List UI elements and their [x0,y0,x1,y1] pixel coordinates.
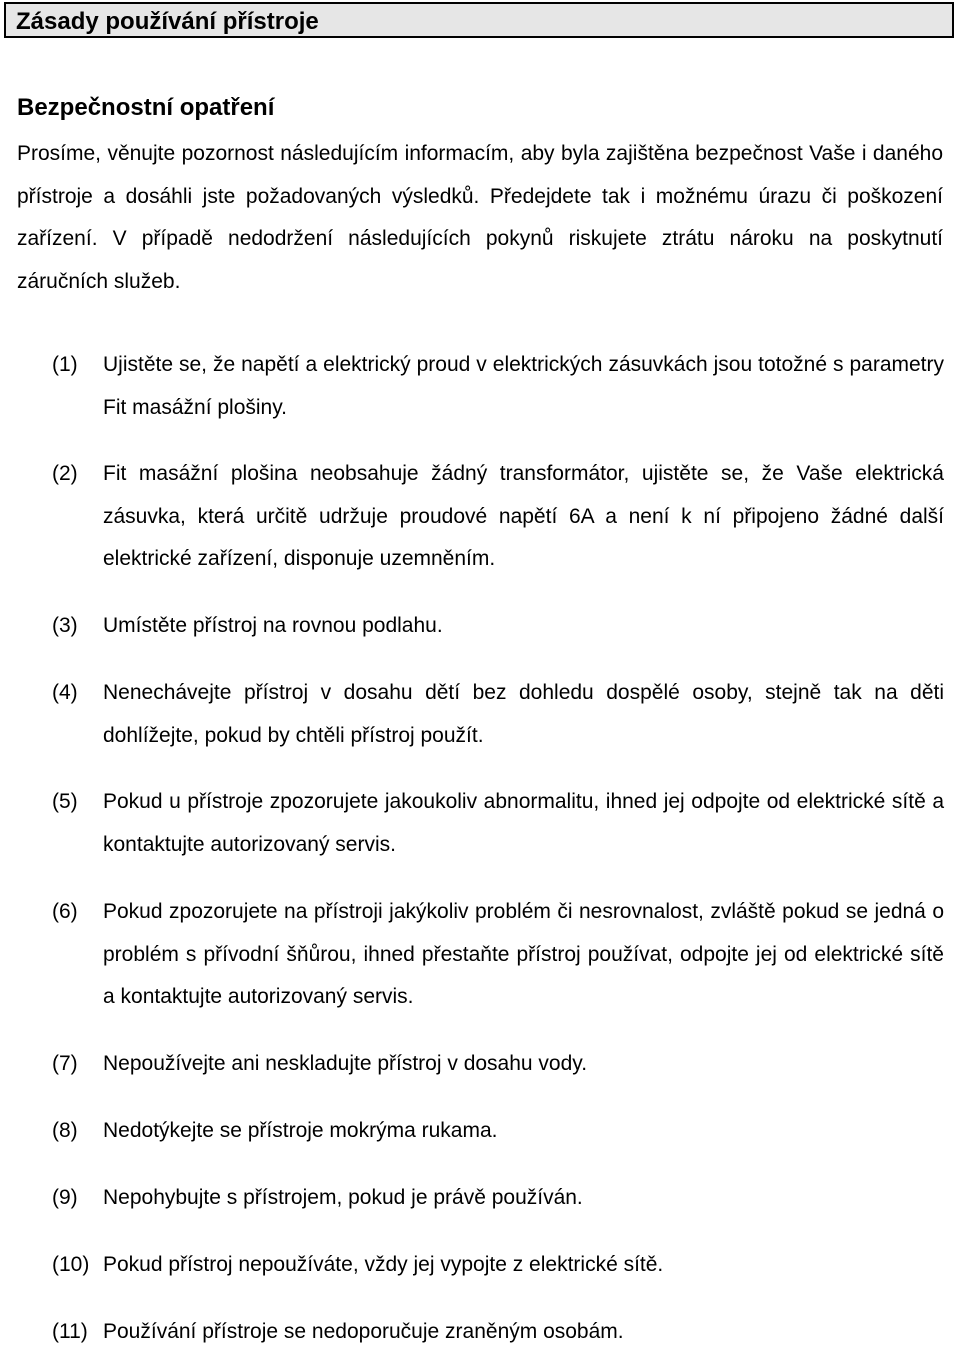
list-item [52,781,944,866]
list-item [52,1043,944,1086]
item-number: (5) [52,790,78,813]
item-text: Pokud přístroj nepoužíváte, vždy jej vypojte z elektrické sítě. [103,1253,664,1276]
item-text: Pokud u přístroje zpozorujete jakoukoliv abnormalitu, ihned jej odpojte od elektrické sítě a kontaktujte autorizovaný servis. [103,790,944,856]
item-number: (4) [52,681,78,704]
item-number: (1) [52,353,78,376]
item-number: (9) [52,1186,78,1209]
item-text: Nepoužívejte ani neskladujte přístroj v dosahu vody. [103,1052,588,1075]
item-number: (8) [52,1119,78,1142]
item-number: (10) [52,1253,90,1276]
intro-paragraph: Prosíme, věnujte pozornost následujícím informacím, aby byla zajištěna bezpečnost Vaše i daného přístroje a dosáhli jste požadovaných výsledků. Předejdete tak i možnému úrazu či poškození zařízení. V případě nedodržení následujících pokynů riskujete ztrátu nároku na poskytnutí záručních služeb. [17,142,943,293]
section-heading: Bezpečnostní opatření [17,94,275,121]
list-item [52,344,944,429]
item-number: (7) [52,1052,78,1075]
page-title: Zásady používání přístroje [16,8,319,35]
item-number: (3) [52,614,78,637]
list-item [52,1311,944,1354]
list-item [52,1110,944,1153]
item-number: (11) [52,1320,88,1343]
list-item [52,891,944,1019]
item-text: Nenechávejte přístroj v dosahu dětí bez dohledu dospělé osoby, stejně tak na děti dohlížejte, pokud by chtěli přístroj použít. [103,681,944,747]
page-header [4,2,954,38]
item-text: Používání přístroje se nedoporučuje zraněným osobám. [103,1320,624,1343]
item-text: Ujistěte se, že napětí a elektrický proud v elektrických zásuvkách jsou totožné s parametry Fit masážní plošiny. [103,353,944,419]
list-item [52,1177,944,1220]
item-number: (2) [52,462,78,485]
item-text: Nedotýkejte se přístroje mokrýma rukama. [103,1119,498,1142]
list-item [52,1244,944,1287]
list-item [52,453,944,581]
item-text: Umístěte přístroj na rovnou podlahu. [103,614,443,637]
item-number: (6) [52,900,78,923]
list-item [52,672,944,757]
item-text: Pokud zpozorujete na přístroji jakýkoliv problém či nesrovnalost, zvláště pokud se jedná o problém s přívodní šňůrou, ihned přestaňte přístroj používat, odpojte jej od elektrické sítě a kontaktujte autorizovaný servis. [103,900,944,1008]
item-text: Nepohybujte s přístrojem, pokud je právě používán. [103,1186,583,1209]
item-text: Fit masážní plošina neobsahuje žádný transformátor, ujistěte se, že Vaše elektrická zásuvka, která určitě udržuje proudové napětí 6A a není k ní připojeno žádné další elektrické zařízení, disponuje uzemněním. [103,462,944,570]
list-item [52,605,944,648]
